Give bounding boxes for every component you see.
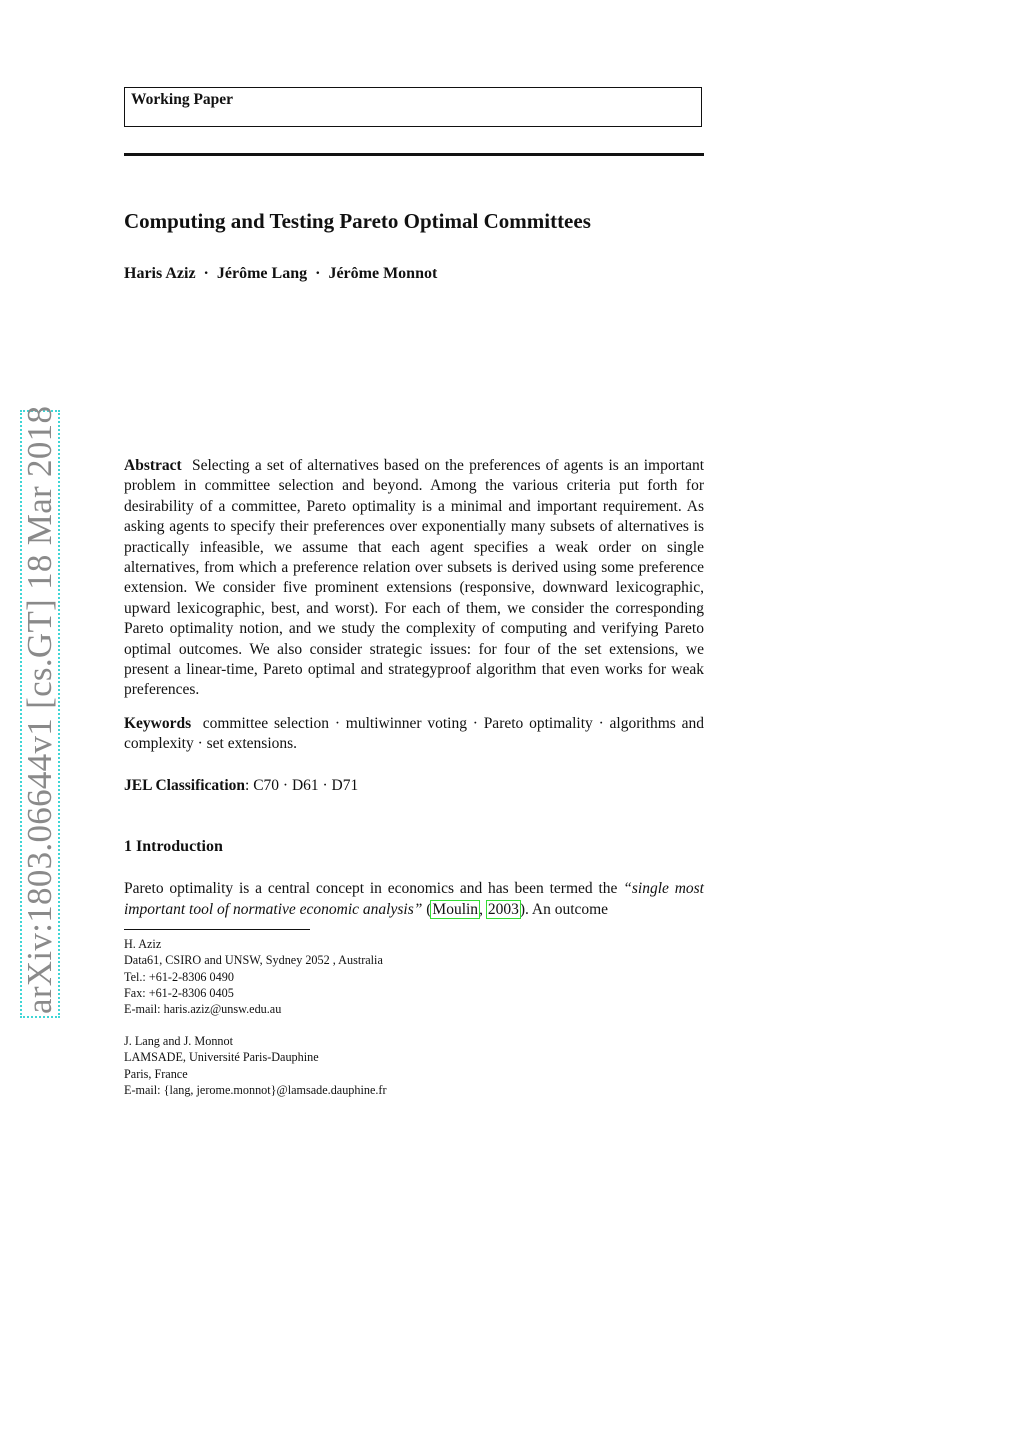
footnote-aziz (124, 936, 544, 1017)
intro-text-end: ). An outcome (519, 901, 609, 918)
working-paper-box (124, 87, 702, 127)
keywords-label: Keywords (124, 715, 192, 732)
author-separator: · (315, 265, 321, 282)
intro-paragraph (124, 878, 704, 920)
footnote-line: Data61, CSIRO and UNSW, Sydney 2052 , Australia (124, 953, 383, 968)
arxiv-identifier[interactable]: arXiv:1803.06644v1 [cs.GT] 18 Mar 2018 (20, 405, 59, 1014)
footnote-email[interactable]: E-mail: {lang, jerome.monnot}@lamsade.dauphine.fr (124, 1082, 387, 1097)
author-name: Jérôme Monnot (328, 265, 438, 282)
footnote-lang-monnot (124, 1033, 544, 1098)
author-name: Haris Aziz (124, 265, 196, 282)
citation-year-link[interactable]: 2003 (487, 901, 519, 918)
abstract-text: Selecting a set of alternatives based on the preferences of agents is an important problem in committee selection and beyond. Among the various criteria put forth for desirability of a committee, Pareto optimality is a minimal and important requirement. As asking agents to specify their preferences over exponentially many subsets of alternatives is practically infeasible, we assume that each agent specifies a weak order on single alternatives, from which a preference relation over subsets is derived using some preference extension. We consider five prominent extensions (responsive, downward lexicographic, upward lexicographic, best, and worst). For each of them, we consider the corresponding Pareto optimality notion, and we study the complexity of computing and verifying Pareto optimal outcomes. We also consider strategic issues: for four of the set extensions, we present a linear-time, Pareto optimal and strategyproof algorithm that even works for weak preferences. (124, 457, 705, 699)
author-name: Jérôme Lang (216, 265, 308, 282)
working-paper-label: Working Paper (131, 91, 234, 108)
author-separator: · (203, 265, 209, 282)
jel-codes: : C70 · D61 · D71 (245, 777, 359, 794)
footnote-email[interactable]: E-mail: haris.aziz@unsw.edu.au (124, 1002, 282, 1017)
jel-label: JEL Classification (124, 777, 246, 794)
intro-quote: “single most important tool of normative economic analysis” (124, 880, 704, 918)
footnote-line: Tel.: +61-2-8306 0490 (124, 969, 234, 984)
keywords-text: committee selection · multiwinner voting · Pareto optimality · algorithms and complexity · set extensions. (124, 715, 704, 753)
footnote-line: H. Aziz (124, 937, 162, 951)
abstract-label: Abstract (124, 457, 182, 474)
header-rule (124, 153, 704, 156)
jel-classification (124, 776, 704, 796)
keywords (124, 714, 704, 755)
section-heading-introduction: 1 Introduction (124, 838, 223, 855)
footnote-line: Fax: +61-2-8306 0405 (124, 985, 234, 1000)
footnote-line: J. Lang and J. Monnot (124, 1034, 234, 1048)
footnote-rule (124, 929, 310, 930)
citation-sep: , (479, 901, 487, 918)
paper-title: Computing and Testing Pareto Optimal Committees (124, 209, 591, 233)
intro-text: Pareto optimality is a central concept in economics and has been termed the (124, 880, 624, 897)
citation-author-link[interactable]: Moulin (432, 901, 479, 918)
footnote-line: LAMSADE, Université Paris-Dauphine (124, 1050, 319, 1065)
author-list (124, 265, 437, 283)
footnote-line: Paris, France (124, 1066, 188, 1081)
abstract (124, 456, 704, 701)
intro-paren: ( (422, 901, 432, 918)
